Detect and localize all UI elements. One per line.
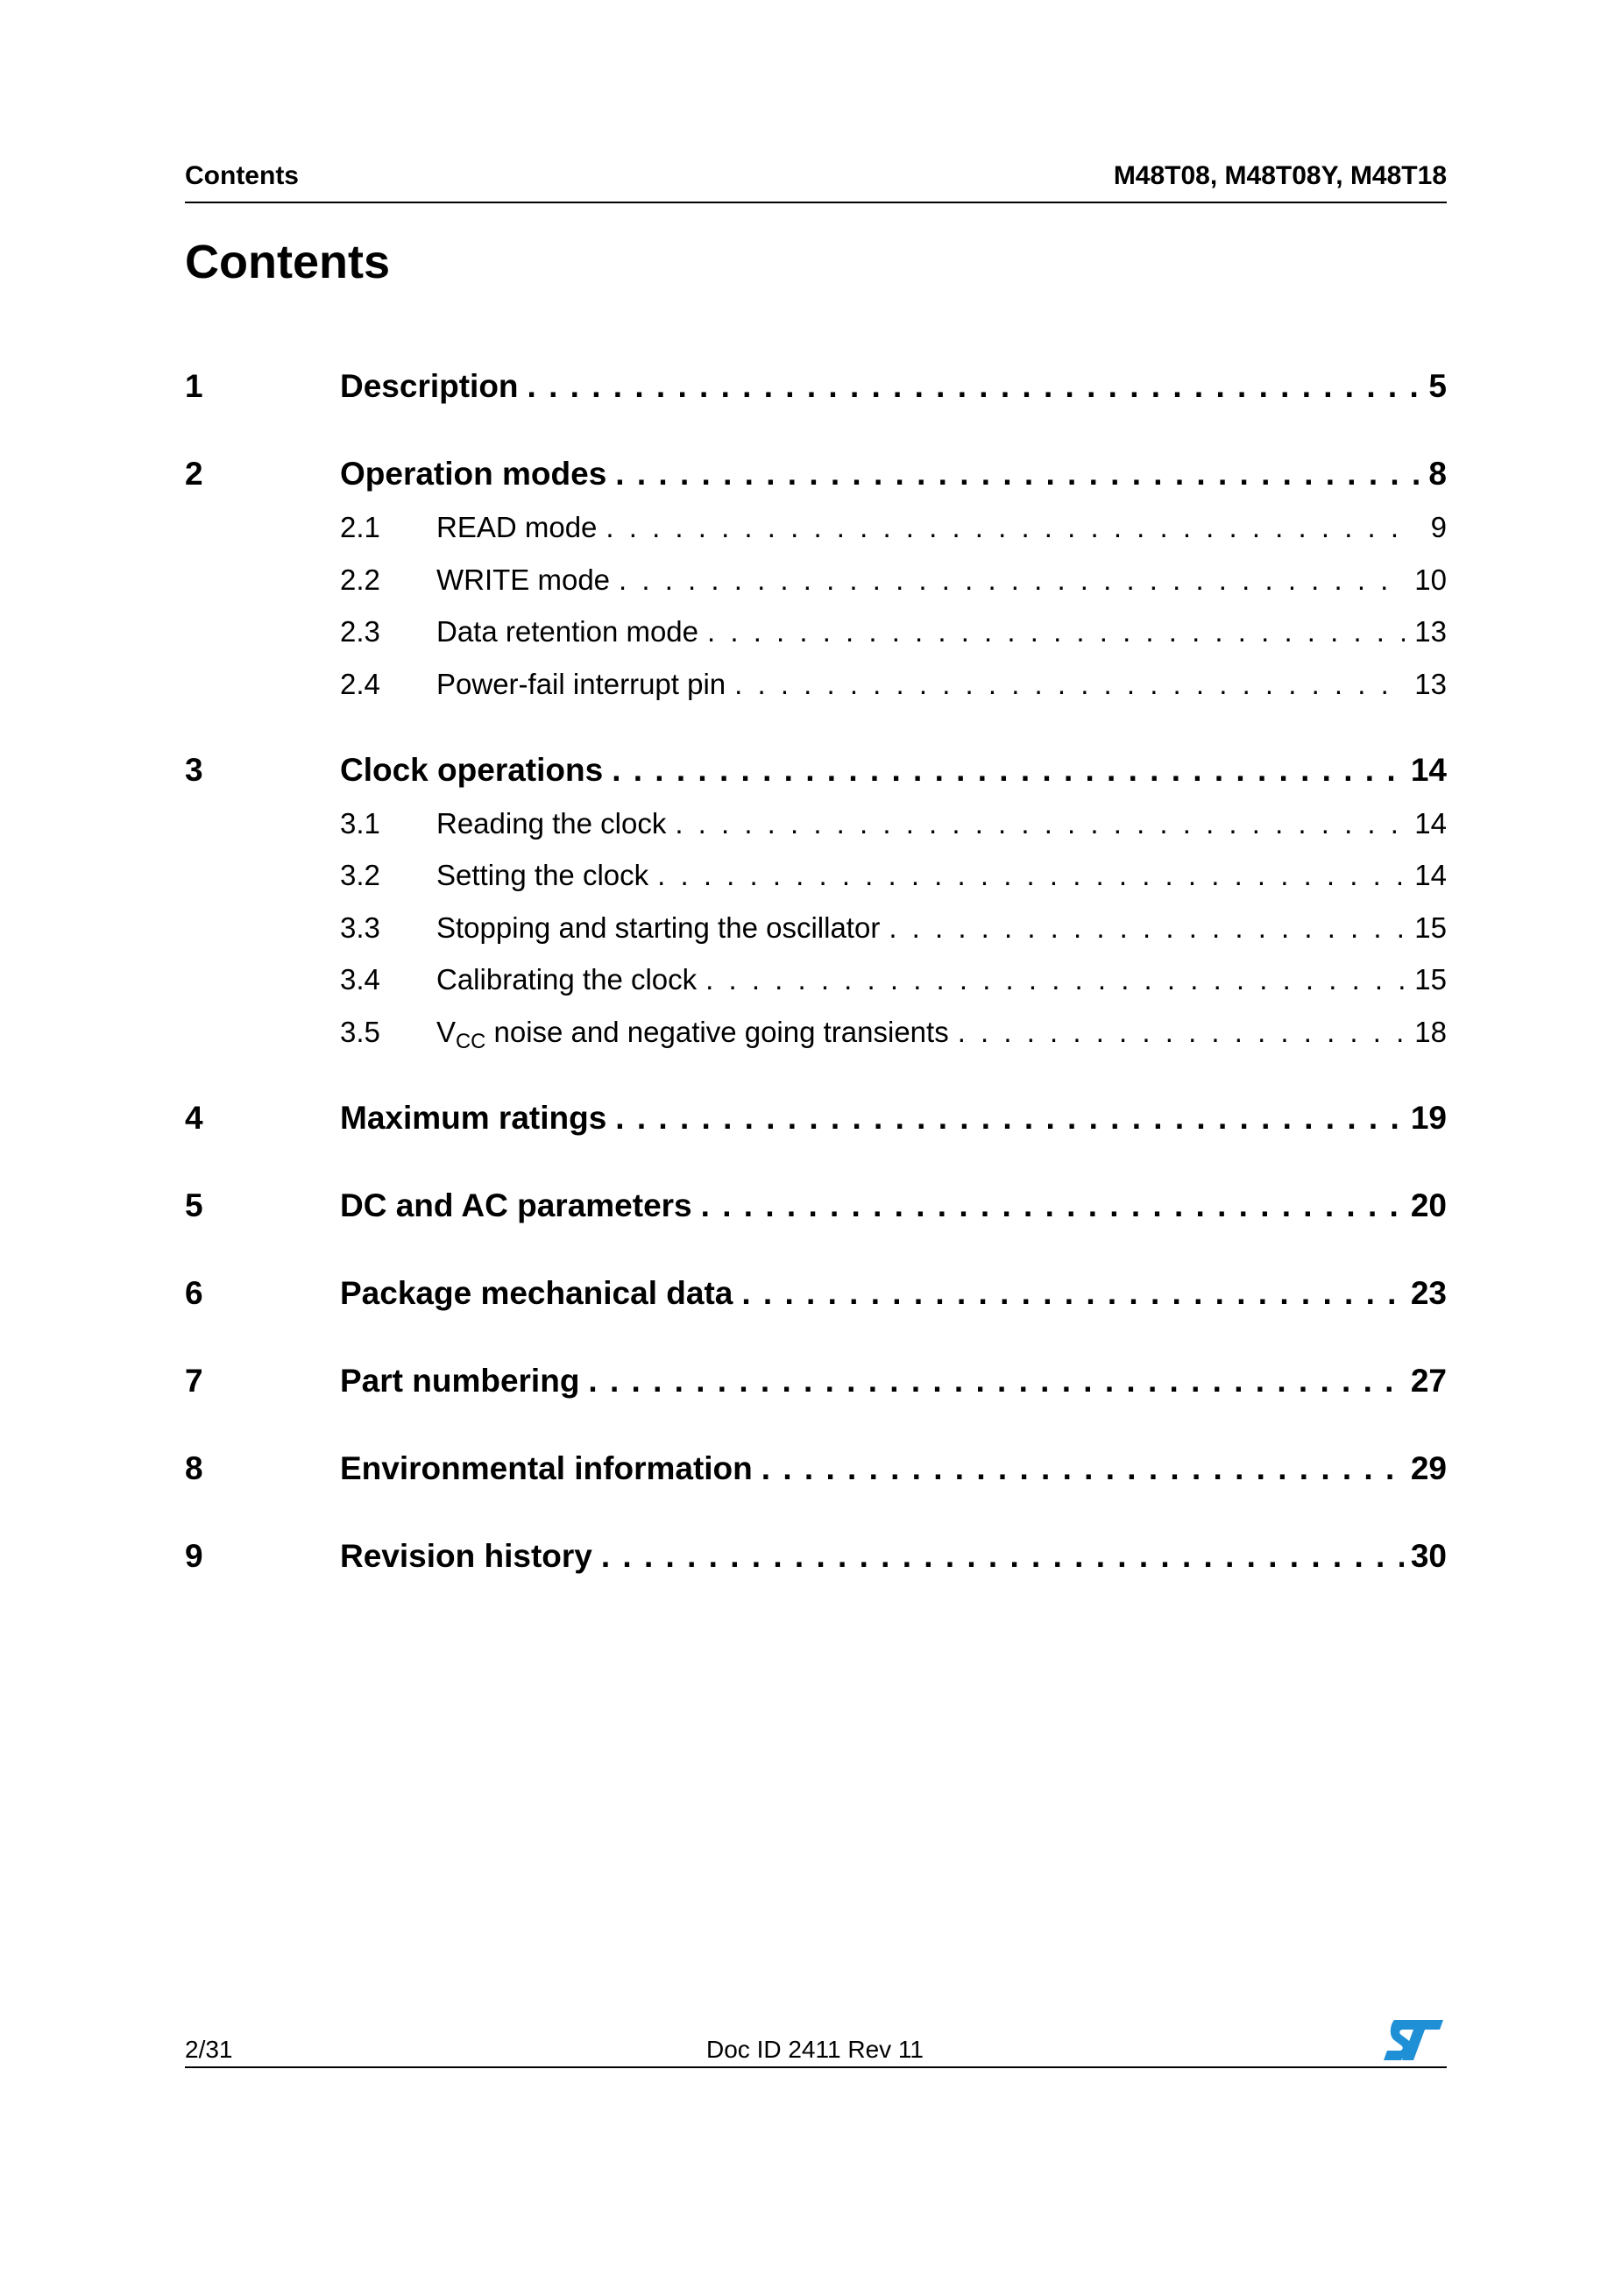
toc-leader [615,1100,1404,1137]
toc-title: DC and AC parameters [340,1187,692,1223]
toc-entry-3-5[interactable] [185,1016,1447,1056]
toc-number: 7 [185,1363,203,1399]
header-product: M48T08, M48T08Y, M48T18 [1113,161,1447,190]
toc-leader [958,1016,1405,1049]
toc-leader [615,456,1421,493]
toc-title-subscript: CC [456,1030,486,1054]
toc-entry-2-2[interactable] [185,563,1447,604]
toc-page: 15 [1414,911,1447,944]
toc-page: 13 [1414,668,1447,700]
toc-entry-1[interactable] [185,368,1447,412]
toc-title: Setting the clock [436,859,649,891]
toc-title: Data retention mode [436,615,699,648]
toc-entry-3-3[interactable] [185,911,1447,952]
toc-number: 3.3 [340,911,380,944]
footer-page-number: 2/31 [185,2036,233,2063]
toc-title: Reading the clock [436,807,667,840]
toc-leader [528,368,1422,405]
toc-number: 2.2 [340,563,380,596]
toc-number: 2.1 [340,511,380,543]
toc-number: 5 [185,1187,203,1223]
toc-number: 3.4 [340,963,380,996]
toc-title: Calibrating the clock [436,963,698,996]
toc-title: WRITE mode [436,563,611,596]
toc-leader [705,963,1405,996]
toc-page: 20 [1410,1187,1447,1223]
toc-leader [707,615,1405,648]
toc-page: 18 [1414,1016,1447,1048]
toc-number: 2.3 [340,615,380,648]
toc-page: 29 [1410,1450,1447,1486]
toc-title: Power-fail interrupt pin [436,668,726,700]
toc-number: 6 [185,1275,203,1311]
toc-entry-3[interactable] [185,752,1447,796]
toc-entry-5[interactable] [185,1187,1447,1231]
toc-number: 3.5 [340,1016,380,1048]
toc-leader [889,911,1405,945]
page-title: Contents [185,236,390,288]
toc-title: Revision history [340,1538,592,1574]
toc-page: 30 [1410,1538,1447,1574]
toc-entry-2[interactable] [185,456,1447,500]
toc-page: 14 [1414,807,1447,840]
toc-title-prefix: V [436,1016,457,1048]
toc-number: 3.1 [340,807,380,840]
header-section: Contents [185,161,299,190]
toc-title: Operation modes [340,456,607,492]
page-header [185,158,1447,203]
toc-leader [761,1450,1404,1487]
toc-entry-9[interactable] [185,1538,1447,1582]
toc-leader [701,1187,1404,1224]
toc-page: 14 [1410,752,1447,788]
toc-entry-2-4[interactable] [185,668,1447,708]
toc-number: 3.2 [340,859,380,891]
toc-title: Description [340,368,519,404]
toc-title: Package mechanical data [340,1275,733,1311]
toc-title: Environmental information [340,1450,753,1486]
toc-title-rest: noise and negative going transients [485,1016,949,1048]
toc-number: 2 [185,456,203,492]
toc-title: Maximum ratings [340,1100,607,1136]
st-logo-icon [1382,2018,1445,2062]
toc-number: 4 [185,1100,203,1136]
toc-number: 8 [185,1450,203,1486]
toc-title [436,1016,949,1054]
toc-page: 5 [1428,368,1447,404]
toc-title: Stopping and starting the oscillator [436,911,881,944]
toc-page: 14 [1414,859,1447,891]
toc-leader [588,1363,1403,1400]
toc-entry-4[interactable] [185,1100,1447,1144]
toc-leader [606,511,1405,544]
toc-page: 8 [1428,456,1447,492]
toc-entry-6[interactable] [185,1275,1447,1319]
toc-title: Clock operations [340,752,604,788]
toc-number: 2.4 [340,668,380,700]
toc-entry-7[interactable] [185,1363,1447,1407]
toc-entry-8[interactable] [185,1450,1447,1494]
toc-page: 27 [1410,1363,1447,1399]
footer-doc-id: Doc ID 2411 Rev 11 [706,2036,924,2063]
toc-leader [675,807,1405,840]
toc-entry-2-3[interactable] [185,615,1447,655]
toc-leader [619,563,1405,597]
toc-title: Part numbering [340,1363,580,1399]
toc-entry-3-2[interactable] [185,859,1447,899]
toc-number: 3 [185,752,203,788]
toc-entry-2-1[interactable] [185,511,1447,551]
toc-leader [657,859,1405,892]
toc-leader [601,1538,1404,1575]
toc-leader [741,1275,1403,1312]
toc-title: READ mode [436,511,598,543]
page-footer [185,2020,1447,2068]
toc-page: 13 [1414,615,1447,648]
toc-leader [734,668,1405,701]
toc-page: 23 [1410,1275,1447,1311]
toc-page: 10 [1414,563,1447,596]
toc-page: 15 [1414,963,1447,996]
toc-entry-3-4[interactable] [185,963,1447,1003]
toc-number: 9 [185,1538,203,1574]
toc-leader [612,752,1404,789]
st-logo-shape [1384,2020,1443,2060]
toc-page: 19 [1410,1100,1447,1136]
toc-number: 1 [185,368,203,404]
toc-page: 9 [1430,511,1447,543]
toc-entry-3-1[interactable] [185,807,1447,847]
